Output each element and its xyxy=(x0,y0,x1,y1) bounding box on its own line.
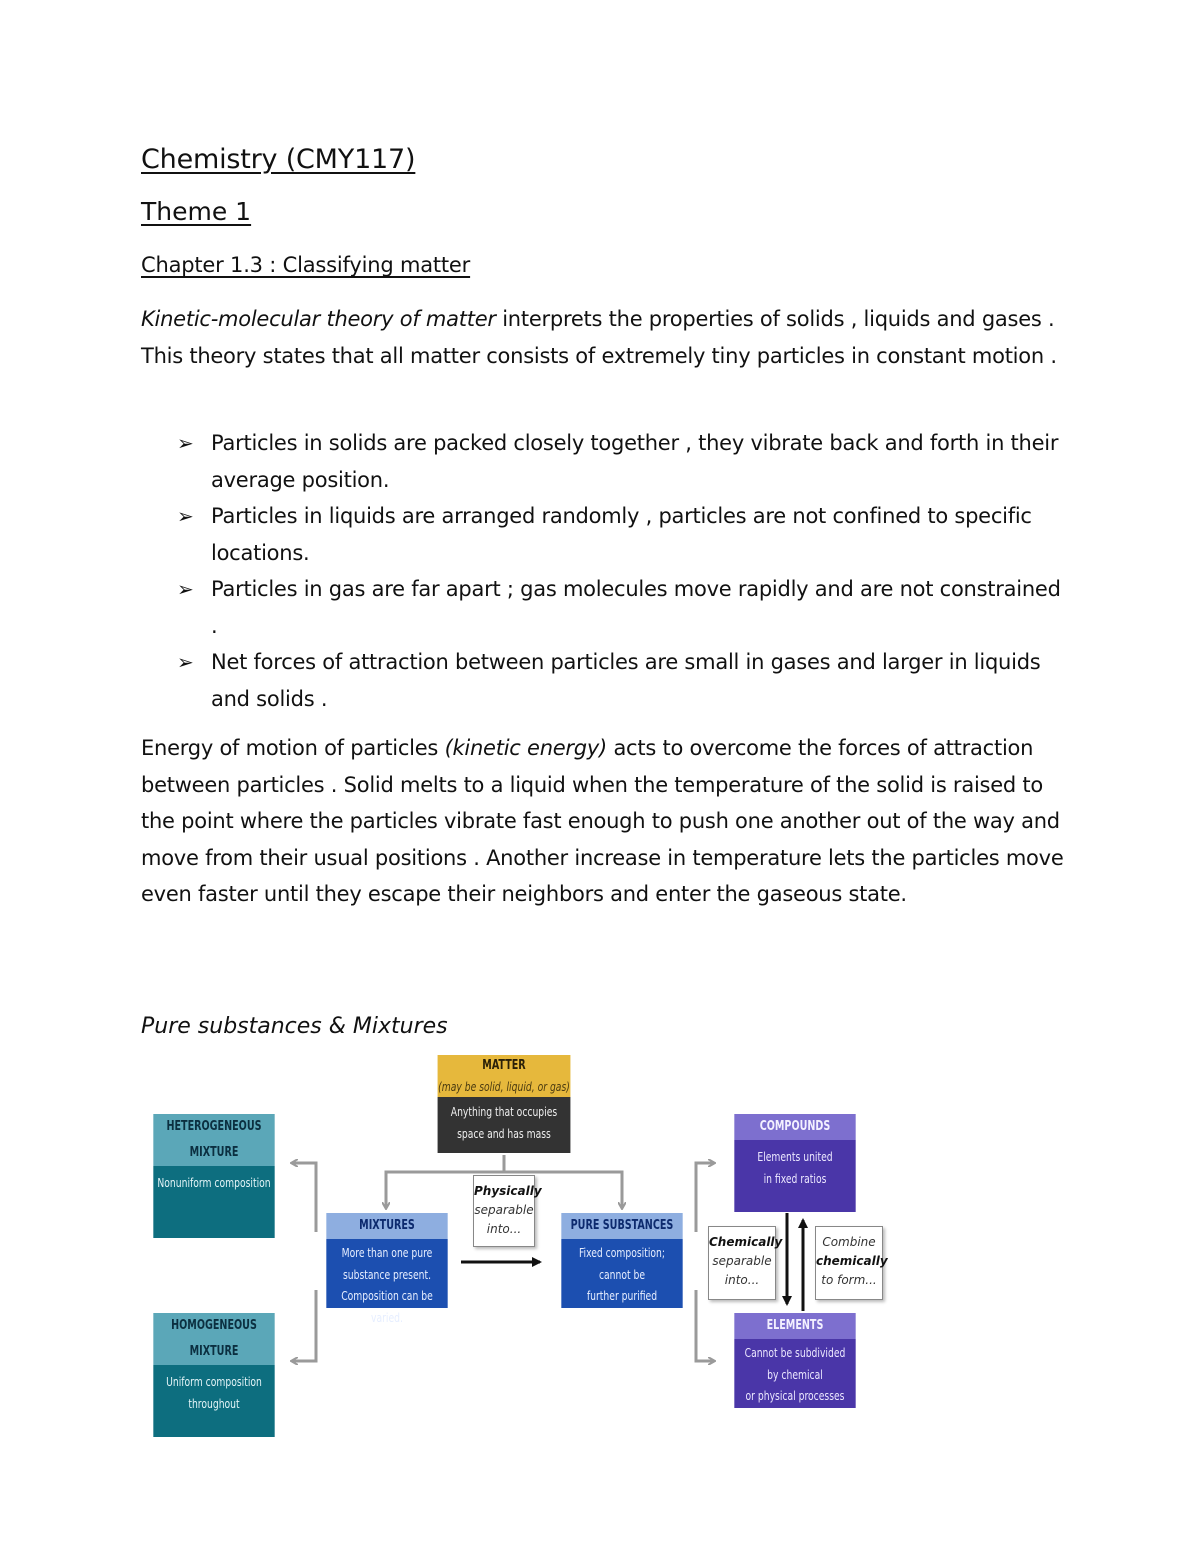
combine-chemically-callout xyxy=(815,1226,888,1300)
combine-line-1: Combine xyxy=(822,1235,876,1249)
heterogeneous-body xyxy=(153,1166,274,1238)
theme-heading: Theme 1 xyxy=(141,197,252,226)
compounds-line-1: Elements united xyxy=(757,1149,833,1164)
matter-line-1: Anything that occupies xyxy=(450,1104,558,1119)
matter-title: MATTER xyxy=(438,1055,571,1077)
mixtures-body xyxy=(326,1239,447,1325)
homogeneous-mixture-box xyxy=(140,1313,288,1411)
pure-to-elements-arrow xyxy=(696,1290,714,1361)
heterogeneous-mixture-box xyxy=(140,1114,288,1212)
matter-body xyxy=(438,1097,571,1153)
matter-box xyxy=(423,1055,585,1155)
list-item xyxy=(141,644,1071,717)
energy-paragraph xyxy=(141,730,1071,913)
page-title: Chemistry (CMY117) xyxy=(141,144,416,175)
chemically-line-1: separable xyxy=(712,1254,772,1268)
elements-line-3: or physical processes xyxy=(745,1388,845,1403)
mixtures-box xyxy=(313,1213,461,1325)
elements-line-2: by chemical xyxy=(767,1366,823,1382)
pure-substances-box xyxy=(548,1213,696,1311)
mixtures-line-2: substance present. xyxy=(342,1266,432,1282)
arrow-bullet-icon: ➢ xyxy=(177,504,194,528)
energy-term: (kinetic energy) xyxy=(444,736,608,760)
elements-box xyxy=(721,1313,869,1411)
combine-line-2: to form... xyxy=(821,1273,877,1287)
physically-line-2: into... xyxy=(486,1222,522,1236)
physically-line-1: separable xyxy=(474,1203,534,1217)
pure-substances-body xyxy=(561,1239,682,1308)
homogeneous-body xyxy=(153,1365,274,1437)
list-item xyxy=(141,571,1071,644)
chemically-separable-callout xyxy=(708,1226,783,1300)
intro-text: interprets the properties of solids , liquids and gases . This theory states that all matter consists of extremely tiny particles in constant motion . xyxy=(141,307,1057,368)
elements-title: ELEMENTS xyxy=(734,1313,855,1339)
section-title: Pure substances & Mixtures xyxy=(141,1014,448,1039)
bullet-list xyxy=(141,425,1071,717)
pure-substances-title: PURE SUBSTANCES xyxy=(561,1213,682,1239)
intro-term: Kinetic-molecular theory of matter xyxy=(141,307,496,331)
pure-line-3: further purified xyxy=(586,1288,658,1303)
compounds-line-2: in fixed ratios xyxy=(763,1170,827,1186)
chemically-label: Chemically xyxy=(709,1235,783,1249)
matter-line-2: space and has mass xyxy=(457,1125,551,1141)
combine-label: chemically xyxy=(816,1254,888,1268)
homogeneous-line-1: Uniform composition xyxy=(166,1374,262,1389)
arrow-bullet-icon: ➢ xyxy=(177,650,194,674)
list-item xyxy=(141,425,1071,498)
physically-label: Physically xyxy=(474,1184,542,1198)
pure-to-compounds-arrow xyxy=(696,1163,714,1232)
pure-line-1: Fixed composition; xyxy=(578,1245,666,1260)
elements-body xyxy=(734,1339,855,1408)
homogeneous-line-2: throughout xyxy=(188,1395,240,1411)
list-item xyxy=(141,498,1071,571)
bullet-text: Particles in gas are far apart ; gas molecules move rapidly and are not constrained . xyxy=(211,577,1061,638)
mixtures-line-1: More than one pure xyxy=(341,1245,433,1260)
compounds-body xyxy=(734,1140,855,1212)
chemically-line-2: into... xyxy=(724,1273,760,1287)
energy-text-rest: acts to overcome the forces of attraction between particles . Solid melts to a liquid when the temperature of the solid is raised to the point where the particles vibrate fast enough to push one another out of the way and move from their usual positions . Another increase in temperature lets the particles move even faster until they escape their neighbors and enter the gaseous state. xyxy=(141,736,1064,906)
physically-separable-callout xyxy=(473,1175,542,1247)
compounds-title: COMPOUNDS xyxy=(734,1114,855,1140)
chapter-heading: Chapter 1.3 : Classifying matter xyxy=(141,253,471,277)
intro-paragraph xyxy=(141,301,1071,374)
arrow-bullet-icon: ➢ xyxy=(177,431,194,455)
heterogeneous-title: HETEROGENEOUS MIXTURE xyxy=(153,1114,274,1166)
mixtures-line-3: Composition can be varied. xyxy=(341,1288,433,1325)
matter-subtitle: (may be solid, liquid, or gas) xyxy=(438,1077,571,1097)
bullet-text: Particles in solids are packed closely together , they vibrate back and forth in their average position. xyxy=(211,431,1059,492)
compounds-box xyxy=(721,1114,869,1212)
pure-line-2: cannot be xyxy=(598,1266,646,1282)
homogeneous-title: HOMOGENEOUS MIXTURE xyxy=(153,1313,274,1365)
bullet-text: Net forces of attraction between particles are small in gases and larger in liquids and solids . xyxy=(211,650,1041,711)
bullet-text: Particles in liquids are arranged randomly , particles are not confined to specific locations. xyxy=(211,504,1032,565)
mixtures-title: MIXTURES xyxy=(326,1213,447,1239)
energy-text-start: Energy of motion of particles xyxy=(141,736,445,760)
elements-line-1: Cannot be subdivided xyxy=(744,1345,846,1360)
heterogeneous-line-1: Nonuniform composition xyxy=(157,1175,271,1190)
arrow-bullet-icon: ➢ xyxy=(177,577,194,601)
